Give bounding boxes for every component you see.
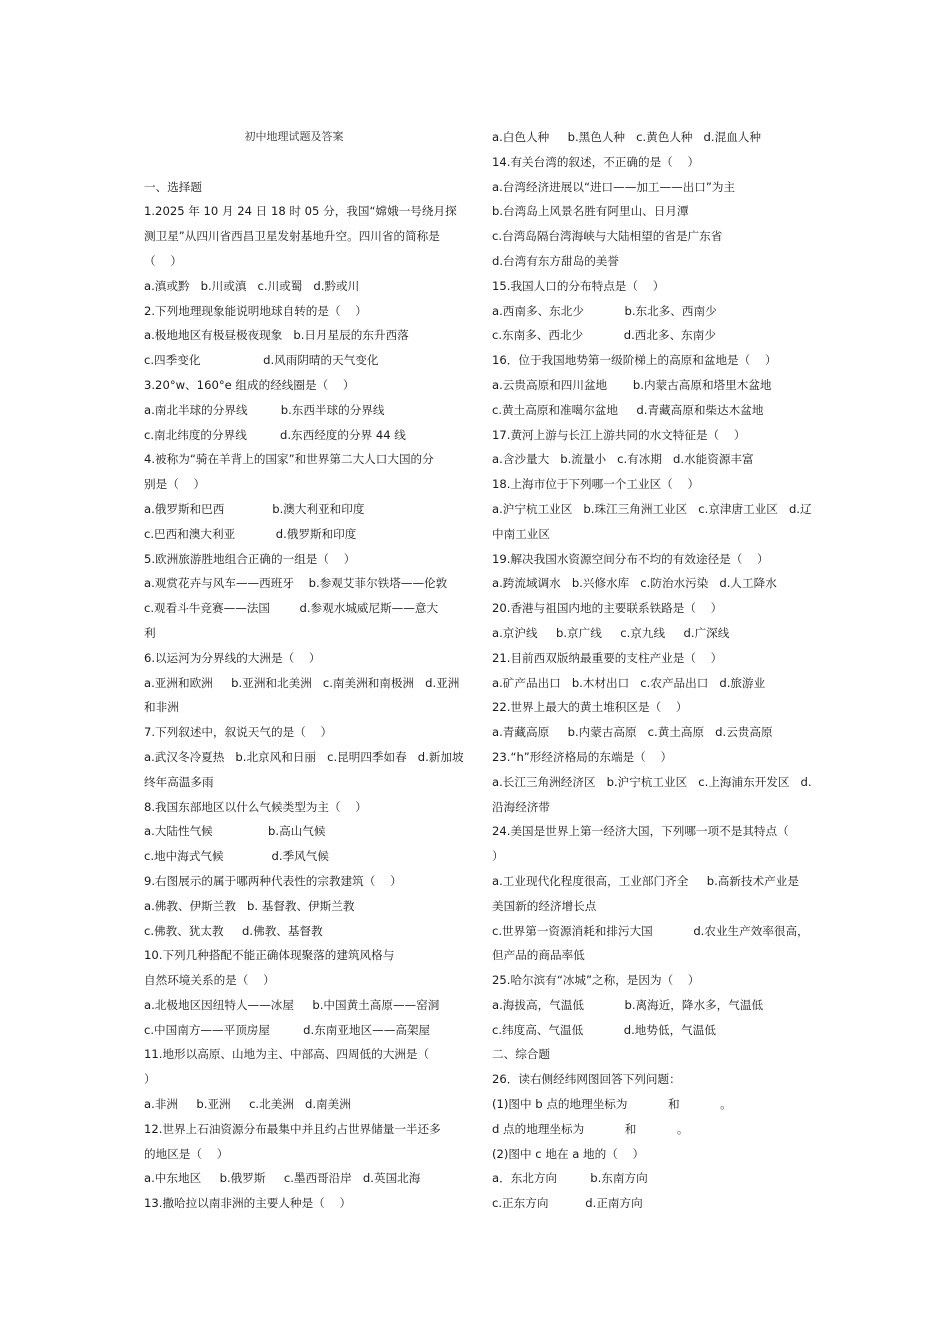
text-line: 12.世界上石油资源分布最集中并且约占世界储量一半还多 <box>144 1121 441 1136</box>
text-line: ） <box>144 1072 156 1087</box>
text-line: c.纬度高、气温低 d.地势低，气温低 <box>492 1022 716 1037</box>
text-line: a.跨流域调水 b.兴修水库 c.防治水污染 d.人工降水 <box>492 576 777 591</box>
text-line: 2.下列地理现象能说明地球自转的是（ ） <box>144 303 367 318</box>
text-line: 4.被称为“骑在羊背上的国家”和世界第二大人口大国的分 <box>144 452 434 467</box>
text-line: a.中东地区 b.俄罗斯 c.墨西哥沿岸 d.英国北海 <box>144 1171 421 1186</box>
text-line: a.北极地区因纽特人——冰屋 b.中国黄土高原——窑洞 <box>144 997 440 1012</box>
text-line: d.台湾有东方甜岛的美誉 <box>492 253 619 268</box>
text-line: c.黄土高原和准噶尔盆地 d.青藏高原和柴达木盆地 <box>492 402 764 417</box>
text-line: c.巴西和澳大利亚 d.俄罗斯和印度 <box>144 526 357 541</box>
text-line: 3.20°w、160°e 组成的经线圈是（ ） <box>144 377 355 392</box>
text-line: 沿海经济带 <box>492 799 550 814</box>
text-line: 的地区是（ ） <box>144 1146 229 1161</box>
text-line: a.南北半球的分界线 b.东西半球的分界线 <box>144 402 385 417</box>
text-line: 1.2025 年 10 月 24 日 18 时 05 分，我国“嫦娥一号绕月探 <box>144 204 457 219</box>
text-line: a.京沪线 b.京广线 c.京九线 d.广深线 <box>492 625 730 640</box>
text-line: a.台湾经济进展以“进口——加工——出口”为主 <box>492 179 736 194</box>
text-line: 16．位于我国地势第一级阶梯上的高原和盆地是（ ） <box>492 353 777 368</box>
text-line: 13.撒哈拉以南非洲的主要人种是（ ） <box>144 1196 352 1211</box>
text-line: a.海拔高，气温低 b.离海近，降水多，气温低 <box>492 997 764 1012</box>
text-line: 但产品的商品率低 <box>492 948 585 963</box>
document-title: 初中地理试题及答案 <box>244 130 344 143</box>
text-line: 测卫星”从四川省西昌卫星发射基地升空。四川省的简称是 <box>144 229 440 244</box>
text-line: a.非洲 b.亚洲 c.北美洲 d.南美洲 <box>144 1097 351 1112</box>
text-line: 二、综合题 <box>492 1047 550 1062</box>
text-line: 利 <box>144 625 156 640</box>
text-line: a.工业现代化程度很高，工业部门齐全 b.高新技术产业是 <box>492 873 799 888</box>
text-line: 别是（ ） <box>144 477 206 492</box>
text-line: a.佛教、伊斯兰教 b. 基督教、伊斯兰教 <box>144 898 355 913</box>
text-line: a.云贵高原和四川盆地 b.内蒙古高原和塔里木盆地 <box>492 377 772 392</box>
text-line: 终年高温多雨 <box>144 774 214 789</box>
text-line: a.长江三角洲经济区 b.沪宁杭工业区 c.上海浦东开发区 d. <box>492 774 812 789</box>
text-line: 5.欧洲旅游胜地组合正确的一组是（ ） <box>144 551 356 566</box>
text-line: a.亚洲和欧洲 b.亚洲和北美洲 c.南美洲和南极洲 d.亚洲 <box>144 675 460 690</box>
text-line: 一、选择题 <box>144 179 202 194</box>
text-line: a.沪宁杭工业区 b.珠江三角洲工业区 c.京津唐工业区 d.辽 <box>492 501 812 516</box>
text-line: 11.地形以高原、山地为主、中部高、四周低的大洲是（ <box>144 1047 430 1062</box>
text-line: c.南北纬度的分界线 d.东西经度的分界 44 线 <box>144 427 406 442</box>
text-line: ） <box>492 849 504 864</box>
text-line: (2)图中 c 地在 a 地的（ ） <box>492 1146 645 1161</box>
text-line: a.武汉冬冷夏热 b.北京风和日丽 c.昆明四季如春 d.新加坡 <box>144 749 464 764</box>
text-line: a.含沙量大 b.流量小 c.有冰期 d.水能资源丰富 <box>492 452 754 467</box>
text-line: 23.“h”形经济格局的东端是（ ） <box>492 749 673 764</box>
text-line: 14.有关台湾的叙述，不正确的是（ ） <box>492 154 700 169</box>
text-line: a.西南多、东北少 b.东北多、西南少 <box>492 303 717 318</box>
text-line: c.中国南方——平顶房屋 d.东南亚地区——高架屋 <box>144 1022 431 1037</box>
text-line <box>144 150 464 175</box>
text-line: c.世界第一资源消耗和排污大国 d.农业生产效率很高， <box>492 923 809 938</box>
text-line: 22.世界上最大的黄土堆积区是（ ） <box>492 700 688 715</box>
text-line: a.大陆性气候 b.高山气候 <box>144 824 326 839</box>
left-column <box>144 125 464 1216</box>
text-line: a.滇或黔 b.川或滇 c.川或蜀 d.黔或川 <box>144 278 360 293</box>
text-line: a.观赏花卉与风车——西班牙 b.参观艾菲尔铁塔——伦敦 <box>144 576 448 591</box>
text-line: 和非洲 <box>144 700 179 715</box>
text-line: c.四季变化 d.风雨阴晴的天气变化 <box>144 353 379 368</box>
text-line: 19.解决我国水资源空间分布不均的有效途径是（ ） <box>492 551 769 566</box>
text-line: 6.以运河为分界线的大洲是（ ） <box>144 650 321 665</box>
text-line: 26．读右侧经纬网图回答下列问题： <box>492 1072 681 1087</box>
text-line: b.台湾岛上风景名胜有阿里山、日月潭 <box>492 204 689 219</box>
text-line: 10.下列几种搭配不能正确体现聚落的建筑风格与 <box>144 948 395 963</box>
text-line: c.佛教、犹太教 d.佛教、基督教 <box>144 923 323 938</box>
text-line: a.俄罗斯和巴西 b.澳大利亚和印度 <box>144 501 365 516</box>
text-line: a.矿产品出口 b.木材出口 c.农产品出口 d.旅游业 <box>492 675 766 690</box>
text-line: 15.我国人口的分布特点是（ ） <box>492 278 665 293</box>
text-line: 21.目前西双版纳最重要的支柱产业是（ ） <box>492 650 723 665</box>
text-line: 中南工业区 <box>492 526 550 541</box>
text-line: （ ） <box>144 253 182 268</box>
text-line: 24.美国是世界上第一经济大国，下列哪一项不是其特点（ <box>492 824 789 839</box>
text-line: a.青藏高原 b.内蒙古高原 c.黄土高原 d.云贵高原 <box>492 725 773 740</box>
text-line: 7.下列叙述中，叙说天气的是（ ） <box>144 725 333 740</box>
text-line: 8.我国东部地区以什么气候类型为主（ ） <box>144 799 367 814</box>
text-line: 20.香港与祖国内地的主要联系铁路是（ ） <box>492 601 723 616</box>
text-line: 18.上海市位于下列哪一个工业区（ ） <box>492 477 700 492</box>
right-column <box>492 125 812 1216</box>
text-line: c.观看斗牛竞赛——法国 d.参观水城威尼斯——意大 <box>144 601 439 616</box>
text-line: 17.黄河上游与长江上游共同的水文特征是（ ） <box>492 427 746 442</box>
text-line: c.东南多、西北少 d.西北多、东南少 <box>492 328 716 343</box>
text-line: 9.右图展示的属于哪两种代表性的宗教建筑（ ） <box>144 873 402 888</box>
text-line: a.白色人种 b.黑色人种 c.黄色人种 d.混血人种 <box>492 130 761 144</box>
text-line: c.台湾岛隔台湾海峡与大陆相望的省是广东省 <box>492 229 723 244</box>
text-line: a．东北方向 b.东南方向 <box>492 1171 648 1186</box>
text-line: d 点的地理坐标为 和 。 <box>492 1121 689 1136</box>
text-line: c.正东方向 d.正南方向 <box>492 1196 643 1211</box>
text-line: 美国新的经济增长点 <box>492 898 597 913</box>
text-line: 自然环境关系的是（ ） <box>144 973 275 988</box>
text-line: a.极地地区有极昼极夜现象 b.日月星辰的东升西落 <box>144 328 409 343</box>
text-line: 25.哈尔滨有“冰城”之称，是因为（ ） <box>492 973 700 988</box>
text-line: (1)图中 b 点的地理坐标为 和 。 <box>492 1097 732 1112</box>
text-line: c.地中海式气候 d.季风气候 <box>144 849 329 864</box>
